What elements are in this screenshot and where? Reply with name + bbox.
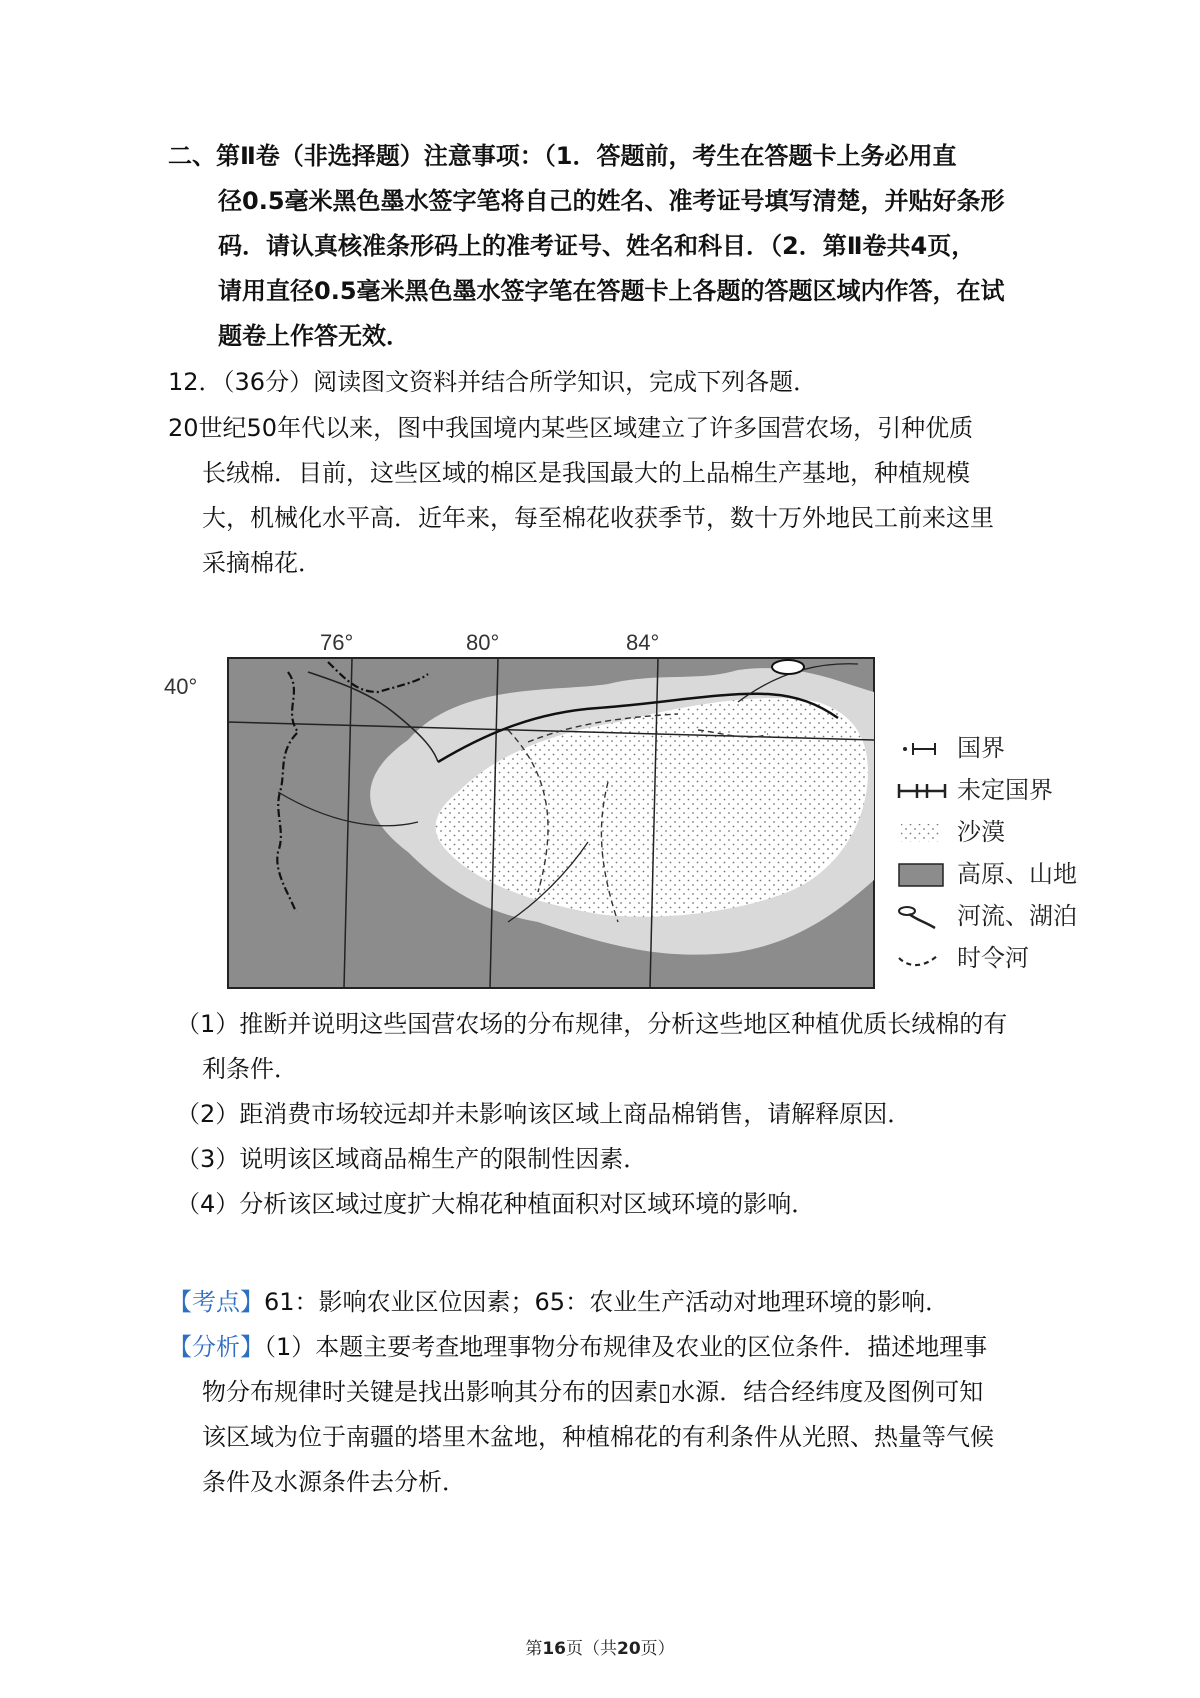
- legend-river-lake: [895, 898, 1115, 938]
- fenxi-text: （1）本题主要考查地理事物分布规律及农业的区位条件．描述地理事: [264, 1333, 988, 1361]
- context-line-2: 长绒棉．目前，这些区域的棉区是我国最大的上品棉生产基地，种植规模: [202, 459, 970, 487]
- kaodian-tag: 【考点】: [168, 1288, 264, 1316]
- national-border-icon: [895, 734, 951, 764]
- legend-label: 沙漠: [957, 818, 1005, 846]
- legend-label: 河流、湖泊: [957, 902, 1077, 930]
- page-footer: [0, 1634, 1200, 1659]
- instructions-line-2: 径0.5毫米黑色墨水签字笔将自己的姓名、准考证号填写清楚，并贴好条形: [218, 187, 1005, 215]
- legend-label: 高原、山地: [957, 860, 1077, 888]
- context-line-4: 采摘棉花．: [202, 549, 322, 577]
- undetermined-border-icon: [895, 776, 951, 806]
- lat-label-40: 40°: [164, 674, 198, 699]
- context-line-1: 20世纪50年代以来，图中我国境内某些区域建立了许多国营农场，引种优质: [168, 414, 974, 442]
- lon-label-84: 84°: [626, 630, 660, 655]
- sub-questions: [176, 1002, 1032, 1227]
- fenxi-tag: 【分析】: [168, 1333, 264, 1361]
- instructions-block: [168, 134, 1030, 359]
- fenxi-line-4: 条件及水源条件去分析．: [202, 1468, 466, 1496]
- instructions-line-5: 题卷上作答无效．: [218, 322, 410, 350]
- desert-icon: [895, 818, 951, 848]
- answer-section: [168, 1280, 1030, 1505]
- sub-question-4: （4）分析该区域过度扩大棉花种植面积对区域环境的影响．: [176, 1190, 816, 1218]
- footer-prefix: 第: [525, 1639, 543, 1659]
- legend-desert: [895, 814, 1115, 854]
- instructions-line-4: 请用直径0.5毫米黑色墨水签字笔在答题卡上各题的答题区域内作答，在试: [218, 277, 1005, 305]
- seasonal-river-icon: [895, 944, 951, 974]
- sub-question-1-line-2: 利条件．: [202, 1055, 298, 1083]
- question-header: 12．（36分）阅读图文资料并结合所学知识，完成下列各题．: [168, 368, 818, 396]
- fenxi-line-1: [168, 1325, 1030, 1370]
- lon-label-76: 76°: [320, 630, 354, 655]
- footer-page-number: 16: [542, 1639, 566, 1659]
- river-lake-icon: [895, 902, 951, 932]
- kaodian-text: 61：影响农业区位因素；65：农业生产活动对地理环境的影响．: [264, 1288, 950, 1316]
- legend-seasonal-river: [895, 940, 1115, 980]
- sub-question-1-line-1: （1）推断并说明这些国营农场的分布规律，分析这些地区种植优质长绒棉的有: [176, 1010, 1008, 1038]
- legend-undetermined-border: [895, 772, 1115, 812]
- legend-label: 未定国界: [957, 776, 1053, 804]
- sub-question-3: （3）说明该区域商品棉生产的限制性因素．: [176, 1145, 648, 1173]
- instructions-line-3: 码．请认真核准条形码上的准考证号、姓名和科目．（2．第Ⅱ卷共4页，: [218, 232, 976, 260]
- footer-middle: 页（共: [566, 1639, 617, 1659]
- legend-highland: [895, 856, 1115, 896]
- fenxi-line-2: 物分布规律时关键是找出影响其分布的因素▯水源．结合经纬度及图例可知: [202, 1378, 984, 1406]
- fenxi-line-3: 该区域为位于南疆的塔里木盆地，种植棉花的有利条件从光照、热量等气候: [202, 1423, 994, 1451]
- lon-label-80: 80°: [466, 630, 500, 655]
- bosten-lake: [772, 660, 804, 674]
- kaodian-line: [168, 1280, 1030, 1325]
- sub-question-2: （2）距消费市场较远却并未影响该区域上商品棉销售，请解释原因．: [176, 1100, 912, 1128]
- footer-total-pages: 20: [617, 1639, 641, 1659]
- context-line-3: 大，机械化水平高．近年来，每至棉花收获季节，数十万外地民工前来这里: [202, 504, 994, 532]
- instructions-line-1: 二、第Ⅱ卷（非选择题）注意事项：（1．答题前，考生在答题卡上务必用直: [168, 142, 957, 170]
- legend-label: 国界: [957, 734, 1005, 762]
- question-context: [168, 406, 1030, 586]
- legend-label: 时令河: [957, 944, 1029, 972]
- legend-national-border: [895, 730, 1115, 770]
- highland-icon: [895, 860, 951, 890]
- footer-suffix: 页）: [640, 1639, 675, 1659]
